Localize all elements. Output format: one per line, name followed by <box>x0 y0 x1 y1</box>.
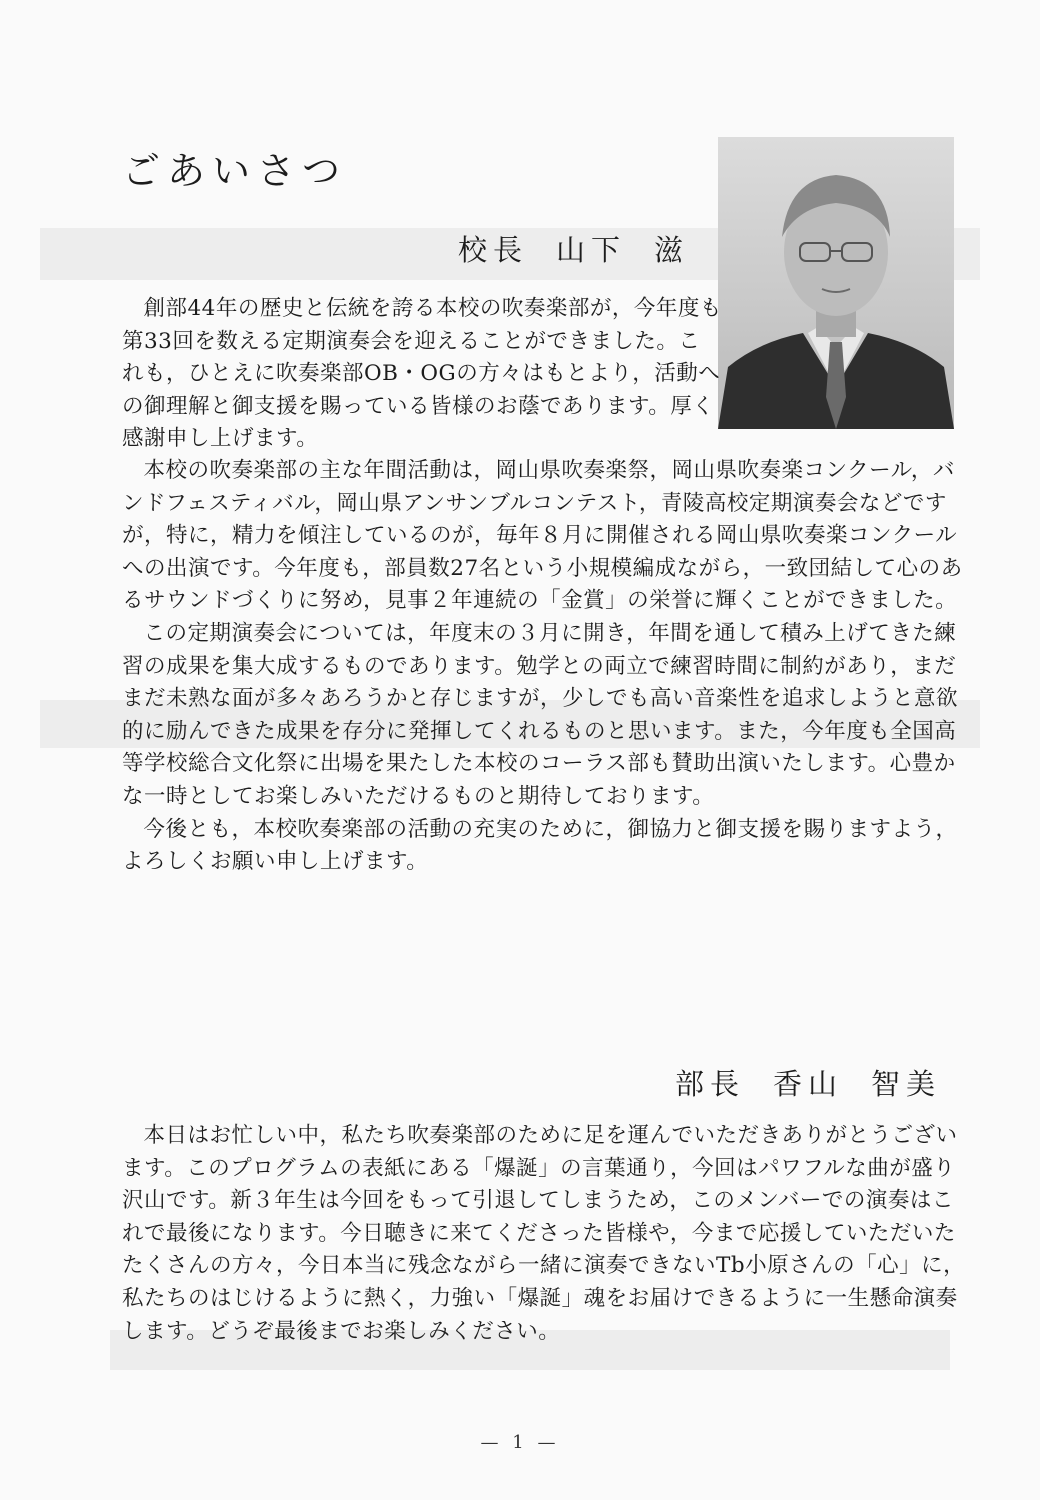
principal-message <box>122 293 722 456</box>
principal-paragraph-3: この定期演奏会については，年度末の３月に開き，年間を通して積み上げてきた練習の成果を集大成するものであります。勉学との両立で練習時間に制約があり，まだまだ未熟な面が多々あろうかと存じますが，少しでも高い音楽性を追求しようと意欲的に励んできた成果を存分に発揮してくれるものと思います。また，今年度も全国高等学校総合文化祭に出場を果たした本校のコーラス部も賛助出演いたします。心豊かな一時としてお楽しみいただけるものと期待しております。 <box>122 620 959 809</box>
principal-given-name: 滋 <box>654 233 690 267</box>
club-president-role: 部長 <box>675 1067 746 1101</box>
club-president-family-name: 香山 <box>773 1067 844 1101</box>
principal-paragraph-2: 本校の吹奏楽部の主な年間活動は，岡山県吹奏楽祭，岡山県吹奏楽コンクール，バンドフェスティバル，岡山県アンサンブルコンテスト，青陵高校定期演奏会などですが，特に，精力を傾注しているのが，毎年８月に開催される岡山県吹奏楽コンクールへの出演です。今年度も，部員数27名という小規模編成ながら，一致団結して心のあるサウンドづくりに努め，見事２年連続の「金賞」の栄誉に輝くことができました。 <box>122 458 963 614</box>
principal-paragraph-4: 今後とも，本校吹奏楽部の活動の充実のために，御協力と御支援を賜りますよう，よろしくお願い申し上げます。 <box>122 816 958 875</box>
principal-message-continued <box>122 455 972 879</box>
principal-photo <box>718 137 954 429</box>
principal-role: 校長 <box>458 233 529 267</box>
club-president-signature <box>675 1062 941 1103</box>
club-president-paragraph-1: 本日はお忙しい中，私たち吹奏楽部のために足を運んでいただきありがとうございます。このプログラムの表紙にある「爆誕」の言葉通り，今回はパワフルな曲が盛り沢山です。新３年生は今回をもって引退してしまうため，このメンバーでの演奏はこれで最後になります。今日聴きに来てくださった皆様や，今まで応援していただいたたくさんの方々，今日本当に残念ながら一緒に演奏できないTb小原さんの「心」に，私たちのはじけるように熱く，力強い「爆誕」魂をお届けできるように一生懸命演奏します。どうぞ最後までお楽しみください。 <box>122 1123 966 1344</box>
principal-family-name: 山下 <box>556 233 627 267</box>
portrait-illustration <box>718 137 954 429</box>
page-title: ごあいさつ <box>122 149 348 193</box>
page-number: — 1 — <box>480 1432 560 1453</box>
club-president-given-name: 智美 <box>871 1067 942 1101</box>
club-president-message <box>122 1120 972 1348</box>
principal-paragraph-1: 創部44年の歴史と伝統を誇る本校の吹奏楽部が，今年度も第33回を数える定期演奏会を迎えることができました。これも，ひとえに吹奏楽部OB・OGの方々はもとより，活動への御理解と御支援を賜っている皆様のお蔭であります。厚く感謝申し上げます。 <box>122 296 722 452</box>
principal-signature <box>458 228 689 269</box>
